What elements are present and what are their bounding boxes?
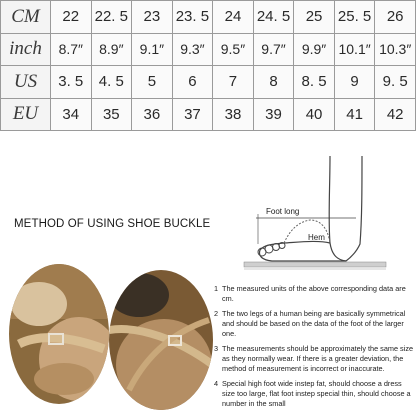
note-number: 2 [214,309,219,318]
size-cell: 39 [253,98,294,131]
row-header-eu: EU [1,98,51,131]
size-cell: 25 [294,1,335,34]
size-cell: 22 [51,1,92,34]
note-text: The two legs of a human being are basically symmetrical and should be based on the data of the foot of the larger one. [222,309,406,338]
size-row-cm [1,1,416,34]
size-cell: 8.9″ [91,33,132,66]
size-cell: 23 [132,1,173,34]
size-cell: 9 [334,66,375,99]
size-cell: 10.1″ [334,33,375,66]
size-cell: 4. 5 [91,66,132,99]
hem-label: Hem [308,233,325,242]
size-cell: 38 [213,98,254,131]
ground-surface [244,262,386,267]
size-cell: 23. 5 [172,1,213,34]
size-cell: 9.5″ [213,33,254,66]
size-cell: 8.7″ [51,33,92,66]
size-row-eu [1,98,416,131]
row-header-inch: inch [1,33,51,66]
size-cell: 34 [51,98,92,131]
measurement-notes [214,284,414,414]
note-number: 4 [214,379,219,388]
size-row-us [1,66,416,99]
note-number: 1 [214,284,219,293]
row-header-cm: CM [1,1,51,34]
size-cell: 40 [294,98,335,131]
note-text: Special high foot wide instep fat, should choose a dress size too large, flat foot instep special thin, should choose a number in the small [222,379,411,408]
buckle-photo-2-art [109,270,213,410]
note-text: The measured units of the above corresponding data are cm. [222,284,406,303]
note-item [214,309,414,339]
note-number: 3 [214,344,219,353]
size-cell: 8. 5 [294,66,335,99]
foot-long-label: Foot long [266,207,300,216]
row-header-us: US [1,66,51,99]
size-row-inch [1,33,416,66]
size-cell: 3. 5 [51,66,92,99]
size-cell: 7 [213,66,254,99]
size-cell: 41 [334,98,375,131]
size-cell: 9. 5 [375,66,416,99]
buckle-photo-2 [109,270,213,410]
toe-shape [273,244,280,251]
size-cell: 24 [213,1,254,34]
size-chart-table [0,0,416,131]
buckle-method-heading: METHOD OF USING SHOE BUCKLE [14,218,211,230]
size-cell: 9.9″ [294,33,335,66]
note-item [214,344,414,374]
size-cell: 24. 5 [253,1,294,34]
size-cell: 9.7″ [253,33,294,66]
size-cell: 10.3″ [375,33,416,66]
size-cell: 25. 5 [334,1,375,34]
note-item [214,284,414,304]
size-cell: 8 [253,66,294,99]
size-cell: 36 [132,98,173,131]
size-cell: 42 [375,98,416,131]
note-item [214,379,414,409]
buckle-photo-1 [9,264,109,404]
note-text: The measurements should be approximately the same size as they normally wear. If there is a greater deviation, the method of measurement is incorrect or inaccurate. [222,344,414,373]
size-cell: 9.3″ [172,33,213,66]
foot-measurement-diagram [238,148,388,280]
size-cell: 35 [91,98,132,131]
size-cell: 37 [172,98,213,131]
toe-shape [265,245,273,253]
buckle-photo-1-art [9,264,109,404]
size-cell: 26 [375,1,416,34]
size-cell: 22. 5 [91,1,132,34]
size-cell: 5 [132,66,173,99]
foot-outline [329,156,362,261]
size-cell: 6 [172,66,213,99]
size-cell: 9.1″ [132,33,173,66]
